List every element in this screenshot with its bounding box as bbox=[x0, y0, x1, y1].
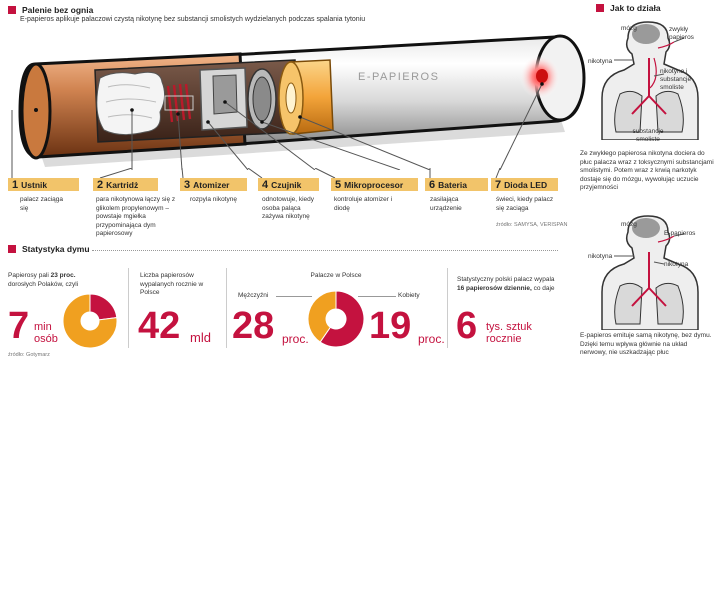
stat4-unit-b: rocznie bbox=[486, 333, 522, 345]
cigarette-label: E-PAPIEROS bbox=[358, 71, 440, 83]
page-subtitle: E-papieros aplikuje palaczowi czystą nikotynę bez substancji smolistych wydzielanych podczas spalania tytoniu bbox=[20, 16, 366, 23]
d2-nikotyna-right-label: nikotyna bbox=[664, 261, 689, 268]
how-text-2: E-papieros emituje samą nikotynę, bez dymu. Dzięki temu wpływa głównie na układ nerwowy, nie uszkadzając płuc bbox=[580, 332, 712, 356]
stats-title: Statystyka dymu bbox=[22, 244, 90, 254]
red-square-icon bbox=[596, 4, 604, 12]
section-header-palenie bbox=[8, 5, 93, 15]
stats-separator bbox=[128, 268, 129, 348]
d1-sub-label: substancje smoliste bbox=[632, 128, 664, 143]
stat1-unit-a: min bbox=[34, 321, 52, 333]
part-badge-1: 1 Ustnik bbox=[8, 178, 79, 191]
how-text-1: Ze zwykłego papierosa nikotyna dociera do płuc palacza wraz z toksycznymi substancjami smolistymi. Potem wraz z krwią narkotyk dostaje się do mózgu, wywołując uczucie przyjemności bbox=[580, 150, 714, 191]
stat3-donut-chart bbox=[307, 290, 365, 348]
how-title: Jak to działa bbox=[610, 3, 661, 13]
part-desc-2: para nikotynowa łączy się z glikolem propylenowym – powstaje mgiełka przypominająca dym papierosowy bbox=[96, 196, 176, 237]
stats-separator bbox=[447, 268, 448, 348]
source-note-2: źródło: Gotymarz bbox=[8, 352, 50, 358]
stat4-text: Statystyczny polski palacz wypala 16 papierosów dziennie, co daje bbox=[457, 276, 555, 292]
d2-papieros-label: E-papieros bbox=[664, 230, 696, 237]
part-desc-6: zasilająca urządzenie bbox=[430, 196, 462, 212]
part-desc-5: kontroluje atomizer i diodę bbox=[334, 196, 393, 212]
part-badge-7: 7 Dioda LED bbox=[491, 178, 558, 191]
d2-mozg-label: mózg bbox=[621, 221, 637, 228]
part-desc-7: świeci, kiedy palacz się zaciąga bbox=[496, 196, 554, 212]
stat3-unit-men: proc. bbox=[282, 332, 309, 346]
part-desc-3: rozpyla nikotynę bbox=[190, 196, 237, 203]
section-header-statystyka bbox=[8, 244, 90, 254]
stat3-label-men: Mężczyźni bbox=[238, 292, 269, 299]
red-square-icon bbox=[8, 245, 16, 253]
stat1-text: Papierosy pali 23 proc. dorosłych Polaków, czyli bbox=[8, 272, 79, 288]
stat3-label-women: Kobiety bbox=[398, 292, 420, 299]
donut-slice-palacze bbox=[90, 294, 117, 320]
stats-separator bbox=[226, 268, 227, 348]
stat4-unit-a: tys. sztuk bbox=[486, 321, 532, 333]
part-badge-6: 6 Bateria bbox=[425, 178, 488, 191]
stat3-big-men: 28 bbox=[232, 305, 275, 347]
stat1-big-number: 7 bbox=[8, 305, 30, 347]
part-badge-2: 2 Kartridż bbox=[93, 178, 158, 191]
part-desc-1: palacz zaciąga się bbox=[20, 196, 63, 212]
d1-papieros-label: zwykły papieros bbox=[669, 26, 694, 41]
stat3-title: Palacze w Polsce bbox=[310, 272, 362, 279]
stat3-big-women: 19 bbox=[369, 305, 412, 347]
stat2-unit: mld bbox=[190, 330, 211, 345]
stat2-text: Liczba papierosów wypalanych rocznie w Polsce bbox=[140, 272, 204, 296]
e-cigarette-illustration bbox=[0, 22, 590, 170]
page-title: Palenie bez ognia bbox=[22, 5, 94, 15]
part-badge-4: 4 Czujnik bbox=[258, 178, 319, 191]
d1-mozg-label: mózg bbox=[621, 25, 637, 32]
part-badge-5: 5 Mikroprocesor bbox=[331, 178, 418, 191]
stat3-unit-women: proc. bbox=[418, 332, 445, 346]
stats-divider bbox=[92, 250, 558, 251]
d1-nikotyna-label: nikotyna bbox=[588, 58, 613, 65]
stat1-unit-b: osób bbox=[34, 333, 58, 345]
red-square-icon bbox=[8, 6, 16, 14]
stat2-big-number: 42 bbox=[138, 305, 181, 347]
body-diagram-ecig bbox=[588, 212, 720, 330]
d2-nikotyna-left-label: nikotyna bbox=[588, 253, 613, 260]
d1-nik-sub-label: nikotyna i substancje smoliste bbox=[660, 68, 692, 91]
stat4-big-number: 6 bbox=[456, 305, 478, 347]
source-note-1: źródło: SAMYSA, VERISPAN bbox=[496, 222, 568, 228]
stat1-donut-chart bbox=[62, 293, 118, 349]
part-badge-3: 3 Atomizer bbox=[180, 178, 247, 191]
part-desc-4: odnotowuje, kiedy osoba paląca zażywa nikotynę bbox=[262, 196, 315, 220]
section-header-jak-to-dziala bbox=[596, 3, 661, 13]
